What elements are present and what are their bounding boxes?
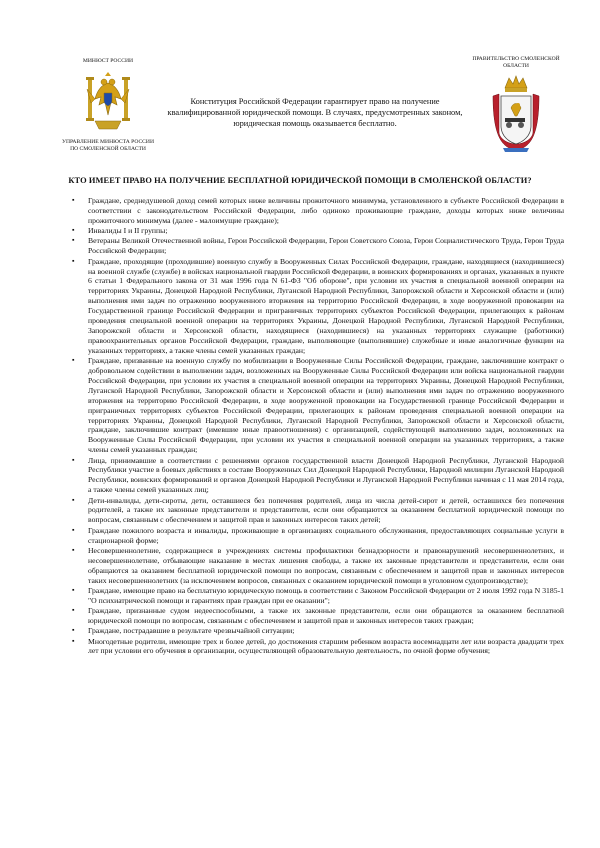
ministry-name: МИНЮСТ РОССИИ: [82, 58, 134, 64]
list-item: [72, 496, 564, 526]
list-item-text: Граждане, среднедушевой доход семей которых ниже величины прожиточного минимума, установленного в субъекте Российской Федерации в соответствии с законодательством Российской Федерации, либо одиноко проживающие граждане, доходы которых ниже величины прожиточного минимума (далее - малоимущие граждане);: [88, 196, 564, 225]
list-item: [72, 637, 564, 657]
bullet-icon: ▪: [72, 226, 75, 235]
bullet-icon: ▪: [72, 606, 75, 615]
smolensk-coat-of-arms-icon: [487, 74, 545, 154]
list-item-text: Граждане, пострадавшие в результате чрезвычайной ситуации;: [88, 626, 295, 636]
bullet-icon: ▪: [72, 525, 75, 534]
government-name: ПРАВИТЕЛЬСТВО СМОЛЕНСКОЙ ОБЛАСТИ: [472, 56, 560, 69]
list-item-text: Граждане, проходящие (проходившие) военную службу в Вооруженных Силах Российской Федерации, граждане, находящиеся (находившиеся) на военной службе (службе) в войсках национальной гвардии Российской Федерации, в воинских формированиях и органах, указанных в пункте 6 статьи 1 Федерального закона от 31 мая 1996 года N 61-ФЗ "Об обороне", при условии их участия в специальной военной операции на территориях Украины, Донецкой Народной Республики, Луганской Народной Республики, Запорожской области и Херсонской области и (или) выполнения ими задач по отражению вооруженного вторжения на территорию Российской Федерации, в ходе вооруженной провокации на Государственной границе Российской Федерации и приграничных территориях субъектов Российской Федерации, прилегающих к районам проведения специальной военной операции на территориях Украины, Донецкой Народной Республики, Луганской Народной Республики, Запорожской области и Херсонской области, находящиеся (находившиеся) на указанных территориях служащие (работники) правоохранительных органов Российской Федерации, граждане, выполняющие (выполнявшие) служебные и иные аналогичные функции на указанных территориях, а также члены семей указанных граждан;: [88, 256, 564, 355]
intro-text: Конституция Российской Федерации гарантирует право на получение квалифицированной юридической помощи. В случаях, предусмотренных законом, юридическая помощь оказывается бесплатно.: [167, 97, 463, 128]
list-item-text: Граждане, имеющие право на бесплатную юридическую помощь в соответствии с Законом Российской Федерации от 2 июля 1992 года N 3185-1 "О психиатрической помощи и гарантиях прав граждан при ее оказании";: [88, 585, 564, 605]
list-item: [72, 236, 564, 256]
government-block: [468, 56, 564, 158]
ministry-block: [60, 58, 156, 153]
bullet-icon: ▪: [72, 636, 75, 645]
list-item-text: Граждане пожилого возраста и инвалиды, проживающие в организациях социального обслуживания, предоставляющих социальные услуги в стационарной форме;: [88, 525, 564, 545]
bullet-icon: ▪: [72, 356, 75, 365]
list-item: [72, 456, 564, 496]
list-item-text: Ветераны Великой Отечественной войны, Герои Российской Федерации, Герои Советского Союза, Герои Социалистического Труда, Герои Труда Российской Федерации;: [88, 236, 564, 256]
list-item: [72, 606, 564, 626]
bullet-icon: ▪: [72, 196, 75, 204]
minjust-eagle-emblem-icon: [81, 69, 135, 135]
list-item-text: Лица, принимавшие в соответствии с решениями органов государственной власти Донецкой Народной Республики, Луганской Народной Республики участие в боевых действиях в составе Вооруженных Сил Донецкой Народной Республики, Народной милиции Луганской Народной Республики, воинских формирований и органов Донецкой Народной Республики и Луганской Народной Республики начиная с 11 мая 2014 года, а также члены семей указанных лиц;: [88, 455, 564, 495]
eligibility-list: [72, 196, 564, 657]
list-item: [72, 526, 564, 546]
list-item: [72, 356, 564, 455]
list-item-text: Многодетные родители, имеющие трех и более детей, до достижения старшим ребенком возраста восемнадцати лет или возраста двадцати трех лет при условии его обучения в организации, осуществляющей образовательную деятельность, по очной форме обучения;: [88, 636, 564, 656]
list-item: [72, 586, 564, 606]
bullet-icon: ▪: [72, 256, 75, 265]
document-header: [0, 0, 600, 170]
list-item-text: Дети-инвалиды, дети-сироты, дети, оставшиеся без попечения родителей, лица из числа детей-сирот и детей, оставшихся без попечения родителей, а также их законные представители и представители, если они обращаются за оказанием бесплатной юридической помощи по вопросам, связанным с обеспечением и защитой прав и законных интересов таких детей;: [88, 495, 564, 525]
list-item-text: Граждане, призванные на военную службу по мобилизации в Вооруженные Силы Российской Федерации, граждане, заключившие контракт о добровольном содействии в выполнении задач, возложенных на Вооруженные Силы Российской Федерации или войска национальной гвардии Российской Федерации, при условии их участия в специальной военной операции на территориях Украины, Донецкой Народной Республики, Луганской Народной Республики, Запорожской области и Херсонской области и (или) выполнения ими задач по отражению вооруженного вторжения на территорию Российской Федерации, в ходе вооруженной провокации на Государственной границе Российской Федерации и приграничных территориях субъектов Российской Федерации, прилегающих к районам проведения специальной военной операции на территориях Украины, Донецкой Народной Республики, Луганской Народной Республики, Запорожской области и Херсонской области, граждане, заключившие контракт (имевшие иные правоотношения) с организацией, содействующей выполнению задач, возложенных на Вооруженные Силы Российской Федерации, при условии их участия в специальной военной операции на указанных территориях, а также члены семей указанных граждан;: [88, 356, 564, 455]
bullet-icon: ▪: [72, 626, 75, 635]
list-item: [72, 226, 564, 236]
list-item: [72, 257, 564, 356]
department-name: УПРАВЛЕНИЕ МИНЮСТА РОССИИ ПО СМОЛЕНСКОЙ ОБЛАСТИ: [62, 139, 154, 152]
list-item: [72, 196, 564, 226]
bullet-icon: ▪: [72, 585, 75, 594]
list-item-text: Граждане, признанные судом недееспособными, а также их законные представители, если они обращаются за оказанием бесплатной юридической помощи по вопросам, связанным с обеспечением и защитой прав и законных интересов таких граждан;: [88, 606, 564, 625]
list-item-text: Несовершеннолетние, содержащиеся в учреждениях системы профилактики безнадзорности и правонарушений несовершеннолетних, и несовершеннолетние, отбывающие наказание в местах лишения свободы, а также их законные представители и представители, если они обращаются за оказанием бесплатной юридической помощи по вопросам, связанным с обеспечением и защитой прав и законных интересов таких несовершеннолетних (за исключением вопросов, связанных с оказанием юридической помощи в уголовном судопроизводстве);: [88, 545, 564, 585]
list-item-text: Инвалиды I и II группы;: [88, 226, 168, 236]
bullet-icon: ▪: [72, 455, 75, 464]
list-item: [72, 546, 564, 586]
bullet-icon: ▪: [72, 545, 75, 554]
page-title: КТО ИМЕЕТ ПРАВО НА ПОЛУЧЕНИЕ БЕСПЛАТНОЙ ЮРИДИЧЕСКОЙ ПОМОЩИ В СМОЛЕНСКОЙ ОБЛАСТИ?: [68, 176, 532, 185]
list-item: [72, 626, 564, 636]
bullet-icon: ▪: [72, 495, 75, 504]
bullet-icon: ▪: [72, 236, 75, 245]
